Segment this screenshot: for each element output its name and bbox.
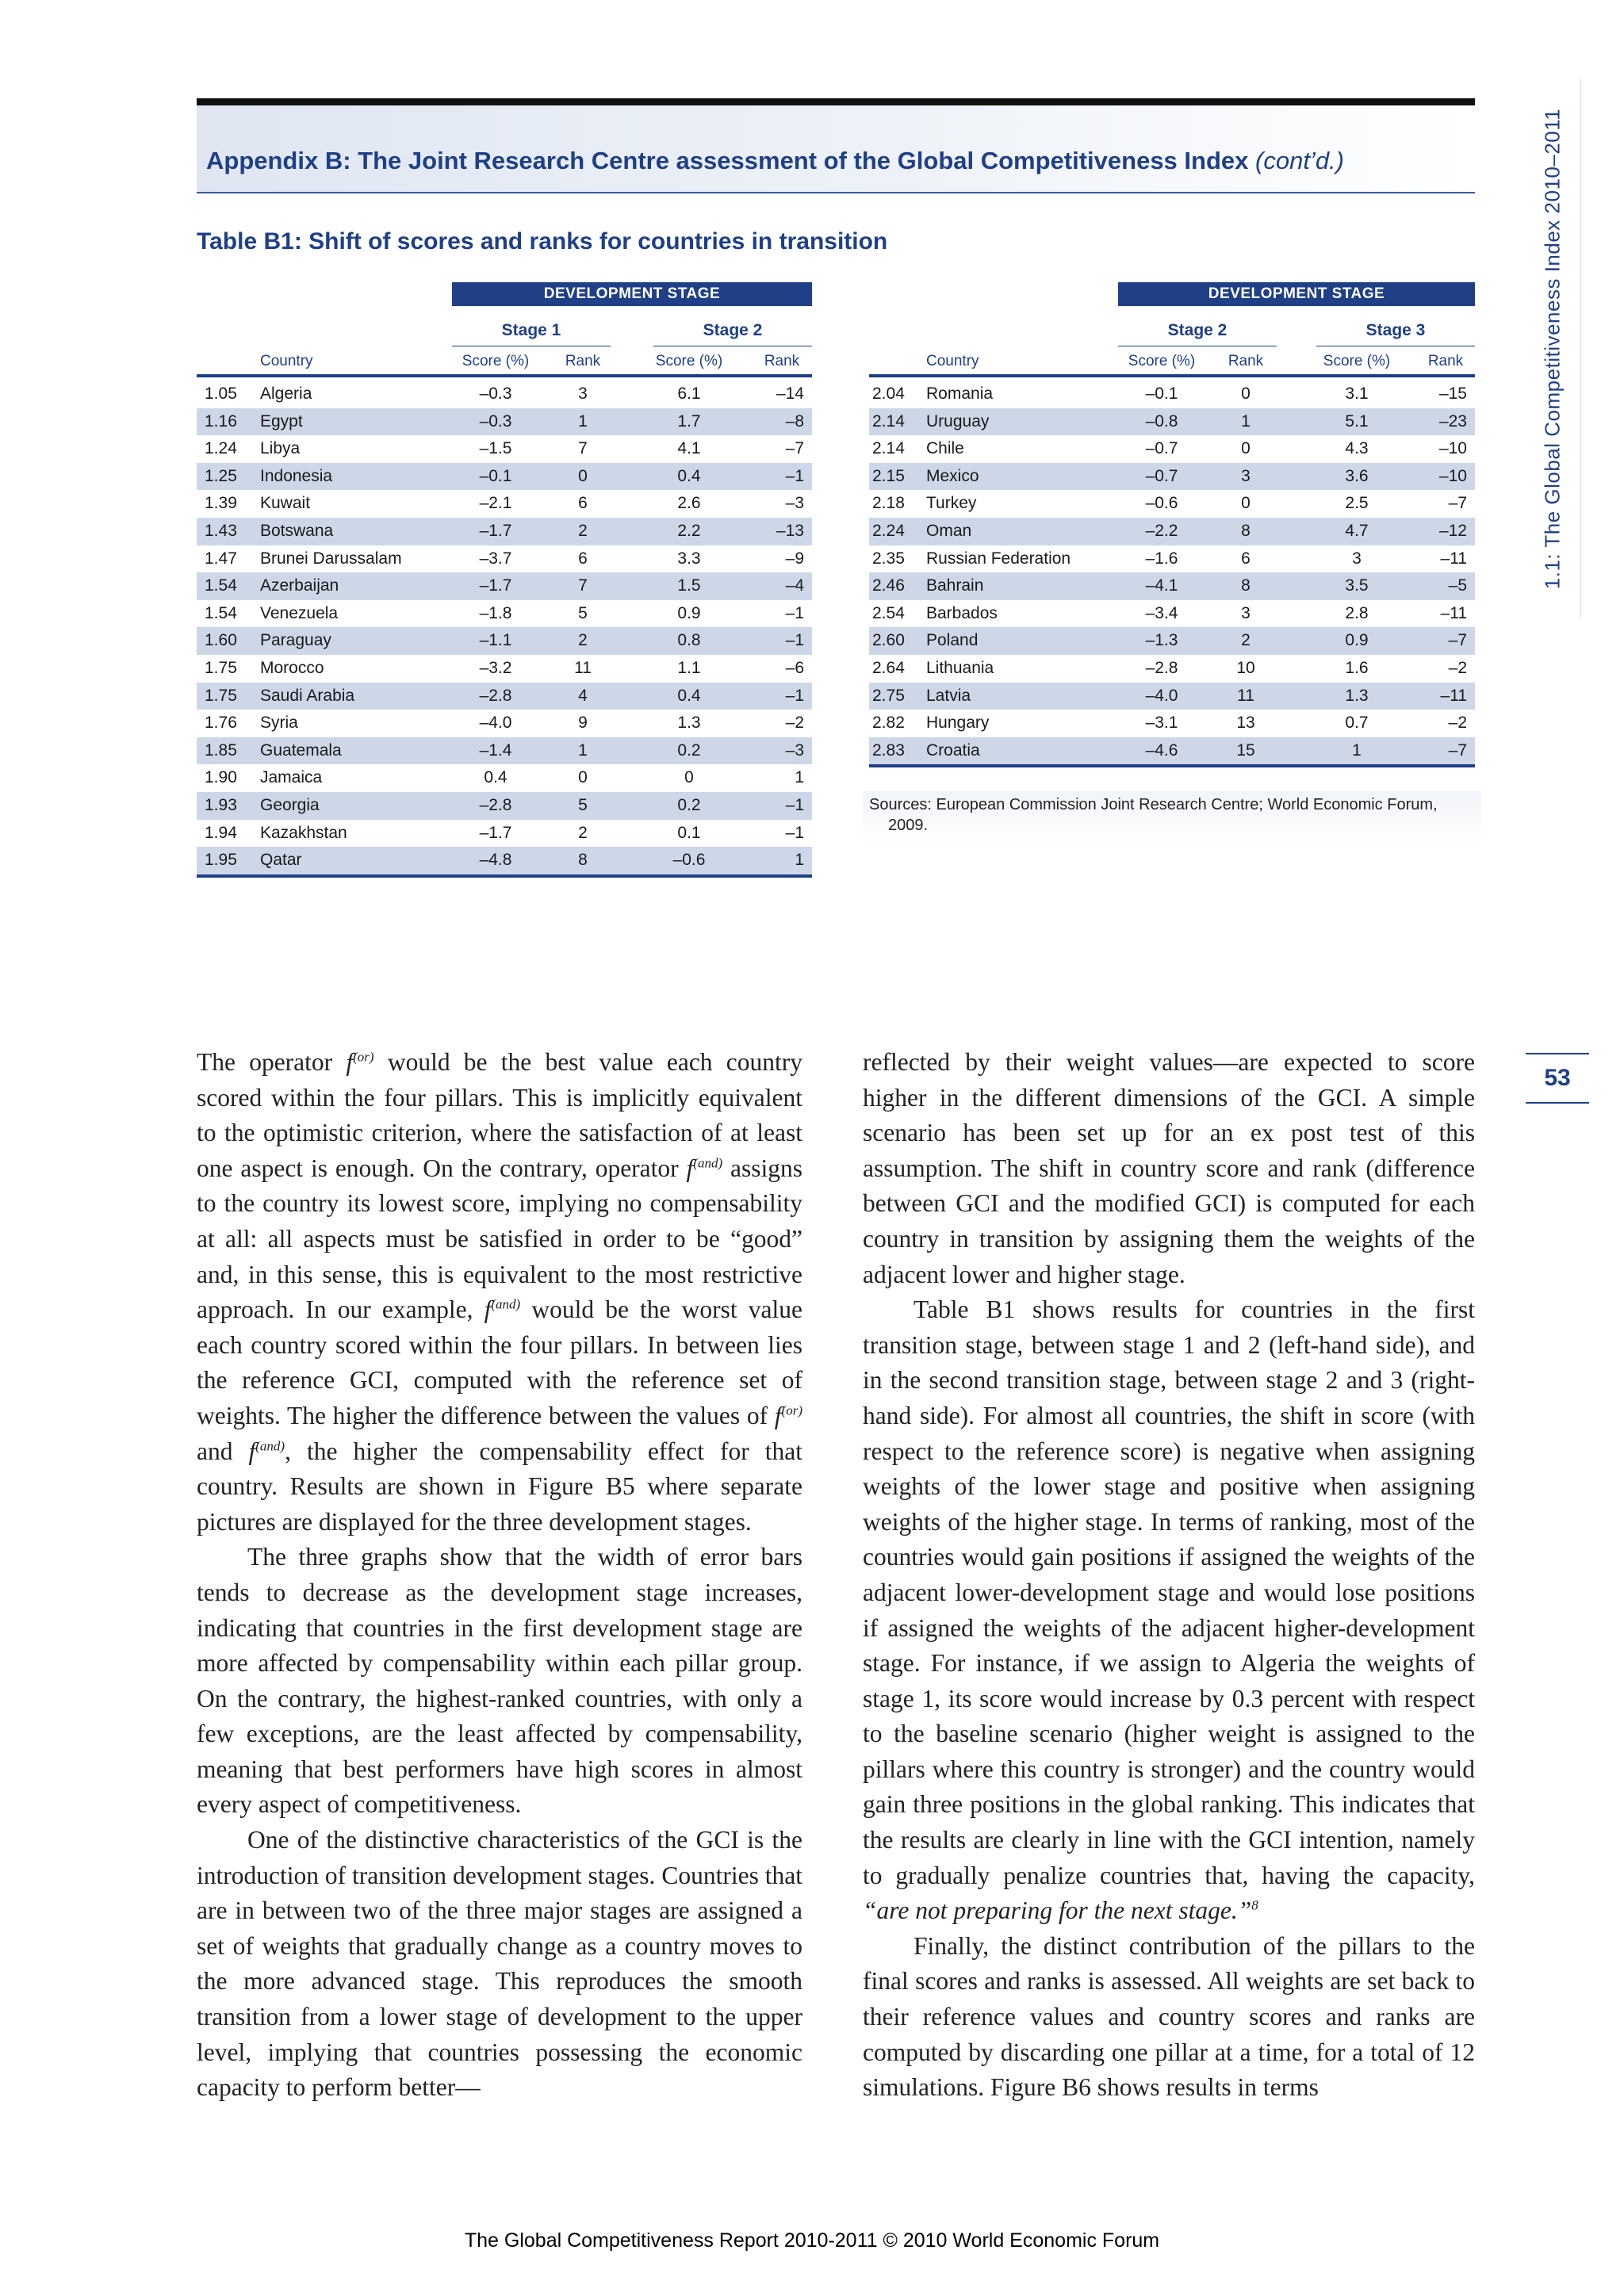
rank-number: 1.16 <box>205 411 237 430</box>
rank-number: 2.60 <box>872 631 905 650</box>
score-b: 5.1 <box>1345 411 1369 430</box>
table-bottom-rule <box>869 764 1475 767</box>
operator-superscript: (or) <box>353 1049 374 1065</box>
header-rule <box>869 374 1475 377</box>
operator-superscript: (or) <box>781 1402 802 1418</box>
table-left-body <box>197 381 812 874</box>
score-b: –0.6 <box>672 851 706 870</box>
rank-number: 2.24 <box>872 521 905 540</box>
rank-b: 1 <box>795 768 804 787</box>
rank-b: –6 <box>785 658 804 677</box>
table-row <box>869 463 1475 491</box>
score-a: –0.3 <box>479 411 512 430</box>
score-a: –2.8 <box>479 795 512 814</box>
rank-b: –10 <box>1438 439 1467 458</box>
country-name: Brunei Darussalam <box>260 549 402 568</box>
rank-b: –3 <box>785 740 804 760</box>
operator-symbol: f <box>774 1401 782 1429</box>
score-a: –0.8 <box>1145 411 1178 430</box>
rank-a: 0 <box>578 466 588 485</box>
rank-number: 2.15 <box>872 466 905 485</box>
rank-a: 7 <box>578 576 588 595</box>
rank-number: 1.39 <box>205 494 237 513</box>
rank-a: 4 <box>578 686 588 705</box>
score-b: 1.3 <box>677 714 701 733</box>
table-row <box>197 820 812 848</box>
table-row <box>197 600 812 628</box>
col-header-score-b: Score (%) <box>1323 353 1391 369</box>
score-b: 0.4 <box>677 466 701 485</box>
country-name: Georgia <box>260 795 320 814</box>
score-b: 0.4 <box>677 686 701 705</box>
score-a: –3.1 <box>1145 714 1178 733</box>
score-a: –1.7 <box>479 521 512 540</box>
footnote-marker: 8 <box>1251 1897 1258 1913</box>
table-row <box>869 518 1475 545</box>
country-name: Saudi Arabia <box>260 686 355 705</box>
country-name: Morocco <box>260 658 324 677</box>
country-name: Romania <box>926 385 994 403</box>
country-name: Barbados <box>926 603 998 622</box>
country-name: Lithuania <box>926 658 994 677</box>
table-row <box>197 545 812 573</box>
col-header-score-b: Score (%) <box>655 353 723 369</box>
score-a: –2.8 <box>1145 658 1178 677</box>
rank-number: 1.43 <box>205 521 237 540</box>
table-row <box>197 683 812 710</box>
rank-b: 1 <box>795 851 804 870</box>
table-row <box>197 655 812 683</box>
rank-a: 0 <box>1241 385 1251 403</box>
stage-b-label: Stage 2 <box>703 321 763 339</box>
score-b: 3.6 <box>1345 466 1369 485</box>
stage-b-label: Stage 3 <box>1365 321 1426 339</box>
score-a: –0.1 <box>1145 385 1178 403</box>
rank-b: –1 <box>785 603 804 622</box>
score-a: –4.1 <box>1145 576 1178 595</box>
score-b: 2.6 <box>677 494 701 513</box>
table-row <box>197 381 812 408</box>
rank-a: 1 <box>578 740 588 760</box>
paragraph: reflected by their weight values—are expected to score higher in the different dimensions of the GCI. A simple scenario has been set up for an ex post test of this assumption. The shift in country score and rank (difference between GCI and the modified GCI) is computed for each country in transition by assigning them the weights of the adjacent lower and higher stage. <box>863 1048 1475 1288</box>
operator-symbol: f <box>484 1295 492 1324</box>
country-name: Russian Federation <box>926 549 1071 568</box>
body-column-right <box>863 1045 1475 2106</box>
score-b: 2.8 <box>1345 603 1369 622</box>
country-name: Turkey <box>926 494 977 513</box>
rank-number: 2.83 <box>872 740 905 760</box>
rank-a: 9 <box>578 714 588 733</box>
table-row <box>869 737 1475 765</box>
score-a: –1.7 <box>479 823 512 842</box>
paragraph: Finally, the distinct contribution of the pillars to the final scores and ranks is assessed. All weights are set back to their reference values and country scores and ranks are computed by discarding one pillar at a time, for a total of 12 simulations. Figure B6 shows results in terms <box>863 1931 1475 2102</box>
operator-symbol: f <box>248 1437 256 1465</box>
rank-b: –14 <box>776 385 804 403</box>
table-row <box>197 792 812 820</box>
rank-b: –4 <box>785 576 804 595</box>
score-a: 0.4 <box>484 768 508 787</box>
rank-b: –13 <box>776 521 804 540</box>
score-b: 0.2 <box>677 795 701 814</box>
sources-note <box>863 791 1481 847</box>
rank-a: 1 <box>578 411 588 430</box>
text-run: The operator <box>197 1048 347 1076</box>
rank-number: 2.14 <box>872 411 905 430</box>
score-a: –0.7 <box>1145 466 1178 485</box>
rank-a: 11 <box>574 658 592 677</box>
country-name: Jamaica <box>260 768 323 787</box>
rank-number: 1.76 <box>205 714 237 733</box>
table-row <box>197 408 812 436</box>
development-stage-banner: DEVELOPMENT STAGE <box>452 282 812 306</box>
paragraph: One of the distinctive characteristics of the GCI is the introduction of transition development stages. Countries that are in between two of the three major stages are assigned a set of weights that gradually change as a country moves to the more advanced stage. This reproduces the smooth transition from a lower stage of development to the upper level, implying that countries possessing the economic capacity to perform better— <box>197 1826 802 2102</box>
rank-number: 2.35 <box>872 549 905 568</box>
country-name: Syria <box>260 714 298 733</box>
score-a: –1.1 <box>479 631 512 650</box>
score-a: –4.0 <box>1145 686 1178 705</box>
col-header-country: Country <box>926 353 979 369</box>
score-a: –3.7 <box>479 549 512 568</box>
score-b: 3.5 <box>1345 576 1369 595</box>
rank-number: 1.93 <box>205 795 237 814</box>
country-name: Kazakhstan <box>260 823 347 842</box>
rank-a: 0 <box>1241 439 1251 458</box>
rank-b: –9 <box>785 549 804 568</box>
rank-number: 1.05 <box>205 385 237 403</box>
score-a: –2.1 <box>479 494 512 513</box>
text-run: Table B1 shows results for countries in the first transition stage, between stage 1 and 2 (left-hand side), and in the second transition stage, between stage 2 and 3 (right-hand side). For almost all countries, the shift in score (with respect to the reference score) is negative when assigning weights of the lower stage and positive when assigning weights of the higher stage. In terms of ranking, most of the countries would gain positions if assigned the weights of the adjacent lower-development stage and would lose positions if assigned the weights of the adjacent higher-development stage. For instance, if we assign to Algeria the weights of stage 1, its score would increase by 0.3 percent with respect to the baseline scenario (higher weight is assigned to the pillars where this country is stronger) and the country would gain three positions in the global ranking. This indicates that the results are clearly in line with the GCI intention, namely to gradually penalize countries that, having the capacity, <box>863 1295 1475 1889</box>
text-run: would be the best value each country scored within the four pillars. This is implicitly equivalent to the optimistic criterion, where the satisfaction of at least one aspect is enough. On the contrary, operator <box>197 1048 802 1182</box>
score-a: –1.6 <box>1145 549 1178 568</box>
rank-number: 2.54 <box>872 603 905 622</box>
table-row <box>869 600 1475 628</box>
rank-b: –23 <box>1438 411 1467 430</box>
table-row <box>197 710 812 737</box>
text-run: , the higher the compensability effect for that country. Results are shown in Figure B5 where separate pictures are displayed for the three development stages. <box>197 1437 802 1536</box>
rank-b: –1 <box>785 823 804 842</box>
score-b: 1 <box>1352 740 1362 760</box>
development-stage-banner: DEVELOPMENT STAGE <box>1118 282 1475 306</box>
rank-b: –7 <box>1448 631 1467 650</box>
score-a: –3.2 <box>479 658 512 677</box>
rank-a: 8 <box>1241 521 1251 540</box>
rank-b: –11 <box>1440 603 1467 622</box>
stage-a-label: Stage 2 <box>1167 321 1228 339</box>
rank-number: 1.90 <box>205 768 237 787</box>
rank-a: 2 <box>1241 631 1251 650</box>
score-a: –4.6 <box>1145 740 1178 760</box>
col-header-score-a: Score (%) <box>462 353 530 369</box>
rank-a: 2 <box>578 631 588 650</box>
sources-text: Sources: European Commission Joint Research Centre; World Economic Forum, 2009. <box>869 796 1438 834</box>
score-b: 0 <box>684 768 694 787</box>
rank-number: 2.82 <box>872 714 905 733</box>
table-right-body <box>869 381 1475 764</box>
score-a: –3.4 <box>1145 603 1178 622</box>
rank-b: –2 <box>785 714 804 733</box>
header-rule <box>197 374 812 377</box>
table-bottom-rule <box>197 874 812 878</box>
score-b: 4.3 <box>1345 439 1369 458</box>
table-row <box>197 764 812 792</box>
rank-a: 6 <box>578 549 588 568</box>
appendix-title-text: Appendix B: The Joint Research Centre assessment of the Global Competitiveness Index <box>206 147 1249 174</box>
table-row <box>869 683 1475 710</box>
country-name: Latvia <box>926 686 971 705</box>
rank-a: 3 <box>1241 603 1251 622</box>
score-b: 3.3 <box>677 549 701 568</box>
running-title-text: 1.1: The Global Competitiveness Index 2010–2011 <box>1540 108 1565 590</box>
rank-a: 8 <box>1241 576 1251 595</box>
rank-b: –7 <box>1448 740 1467 760</box>
table-row <box>869 435 1475 463</box>
score-a: –0.3 <box>479 385 512 403</box>
score-b: 1.3 <box>1345 686 1369 705</box>
rank-number: 1.95 <box>205 851 237 870</box>
rank-a: 5 <box>578 795 588 814</box>
table-row <box>197 518 812 545</box>
rank-number: 2.18 <box>872 494 905 513</box>
score-b: 0.8 <box>677 631 701 650</box>
running-title <box>1530 95 1575 603</box>
rank-b: –11 <box>1440 686 1467 705</box>
country-name: Hungary <box>926 714 990 733</box>
rank-number: 2.04 <box>872 385 905 403</box>
rank-b: –1 <box>785 466 804 485</box>
country-name: Botswana <box>260 521 334 540</box>
score-b: 2.5 <box>1345 494 1369 513</box>
score-a: –2.2 <box>1145 521 1178 540</box>
rank-b: –1 <box>785 631 804 650</box>
rank-number: 1.60 <box>205 631 237 650</box>
rank-a: 13 <box>1236 714 1255 733</box>
score-b: 0.9 <box>677 603 701 622</box>
table-row <box>197 435 812 463</box>
country-name: Croatia <box>926 740 980 760</box>
rank-a: 5 <box>578 603 588 622</box>
score-b: 0.2 <box>677 740 701 760</box>
rank-number: 1.24 <box>205 439 237 458</box>
rank-a: 8 <box>578 851 588 870</box>
score-b: 1.7 <box>677 411 701 430</box>
score-a: –0.7 <box>1145 439 1178 458</box>
score-b: 1.1 <box>677 658 701 677</box>
rank-a: 15 <box>1236 740 1255 760</box>
col-header-rank-a: Rank <box>1228 353 1264 369</box>
table-row <box>197 847 812 874</box>
table-row <box>197 737 812 765</box>
stage-a-label: Stage 1 <box>501 321 561 339</box>
col-header-rank-a: Rank <box>565 353 601 369</box>
appendix-header <box>197 98 1475 193</box>
rank-a: 6 <box>1241 549 1251 568</box>
col-header-rank-b: Rank <box>764 353 800 369</box>
rank-number: 2.75 <box>872 686 905 705</box>
text-run: assigns to the country its lowest score, implying no compensability at all: all aspects must be satisfied in order to be “good” and, in this sense, this is equivalent to the most restrictive approach. In our example, <box>197 1154 802 1324</box>
table-row <box>869 381 1475 408</box>
operator-superscript: (and) <box>693 1155 723 1171</box>
rank-b: –8 <box>785 411 804 430</box>
rank-a: 0 <box>578 768 588 787</box>
score-a: –1.7 <box>479 576 512 595</box>
rank-b: –7 <box>785 439 804 458</box>
table-row <box>869 572 1475 600</box>
country-name: Paraguay <box>260 631 331 650</box>
table-row <box>197 627 812 655</box>
country-name: Indonesia <box>260 466 333 485</box>
table-row <box>869 490 1475 518</box>
footer-copyright: The Global Competitiveness Report 2010-2011 © 2010 World Economic Forum <box>464 2229 1160 2252</box>
country-name: Mexico <box>926 466 979 485</box>
operator-symbol: f <box>346 1048 354 1076</box>
rank-number: 1.75 <box>205 658 237 677</box>
score-a: –1.4 <box>479 740 512 760</box>
table-row <box>869 408 1475 436</box>
rank-b: –2 <box>1448 714 1467 733</box>
paragraph <box>863 1292 1475 1929</box>
score-b: 6.1 <box>677 385 701 403</box>
table-row <box>869 655 1475 683</box>
side-rule <box>1580 79 1581 618</box>
score-b: 1.6 <box>1345 658 1369 677</box>
page-number: 53 <box>1544 1065 1571 1091</box>
score-b: 0.1 <box>677 823 701 842</box>
paragraph: The three graphs show that the width of error bars tends to decrease as the development stage increases, indicating that countries in the first development stage are more affected by compensability within each pillar group. On the contrary, the highest-ranked countries, with only a few exceptions, are the least affected by compensability, meaning that best performers have high scores in almost every aspect of competitiveness. <box>197 1543 802 1819</box>
score-a: –2.8 <box>479 686 512 705</box>
score-b: 4.7 <box>1345 521 1369 540</box>
score-b: 2.2 <box>677 521 701 540</box>
rank-b: –10 <box>1438 466 1467 485</box>
rank-number: 1.25 <box>205 466 237 485</box>
rank-b: –15 <box>1438 385 1467 403</box>
rank-b: –11 <box>1440 549 1467 568</box>
text-run: would be the worst value each country scored within the four pillars. In between lies the reference GCI, computed with the reference set of weights. The higher the difference between the values of <box>197 1295 802 1429</box>
rank-a: 3 <box>578 385 588 403</box>
score-a: –1.5 <box>479 439 512 458</box>
rank-b: –2 <box>1448 658 1467 677</box>
table-row <box>869 545 1475 573</box>
operator-symbol: f <box>686 1154 694 1182</box>
table-title: Table B1: Shift of scores and ranks for countries in transition <box>197 228 888 254</box>
rank-a: 1 <box>1241 411 1251 430</box>
country-name: Guatemala <box>260 740 342 760</box>
score-b: 1.5 <box>677 576 701 595</box>
score-a: –4.8 <box>479 851 512 870</box>
text-run: and <box>197 1437 249 1465</box>
operator-superscript: (and) <box>255 1438 285 1454</box>
country-name: Venezuela <box>260 603 339 622</box>
country-name: Kuwait <box>260 494 311 513</box>
country-name: Uruguay <box>926 411 990 430</box>
score-b: 4.1 <box>677 439 701 458</box>
score-a: –0.6 <box>1145 494 1178 513</box>
score-b: 3.1 <box>1345 385 1369 403</box>
rank-a: 11 <box>1237 686 1254 705</box>
rank-a: 2 <box>578 521 588 540</box>
table-row <box>197 463 812 491</box>
country-name: Egypt <box>260 411 303 430</box>
rank-number: 2.14 <box>872 439 905 458</box>
rank-number: 2.64 <box>872 658 905 677</box>
table-row <box>197 572 812 600</box>
rank-a: 3 <box>1241 466 1251 485</box>
col-header-rank-b: Rank <box>1427 353 1464 369</box>
country-name: Poland <box>926 631 979 650</box>
operator-superscript: (and) <box>491 1296 521 1312</box>
col-header-country: Country <box>260 353 313 369</box>
rank-number: 1.94 <box>205 823 237 842</box>
score-a: –1.8 <box>479 603 512 622</box>
score-b: 3 <box>1352 549 1362 568</box>
rank-number: 1.85 <box>205 740 237 760</box>
table-row <box>869 710 1475 737</box>
score-b: 0.9 <box>1345 631 1369 650</box>
rank-a: 10 <box>1236 658 1255 677</box>
score-b: 0.7 <box>1345 714 1369 733</box>
rank-a: 6 <box>578 494 588 513</box>
col-header-score-a: Score (%) <box>1128 353 1196 369</box>
rank-number: 1.54 <box>205 576 237 595</box>
rank-number: 1.75 <box>205 686 237 705</box>
score-a: –1.3 <box>1145 631 1178 650</box>
appendix-title <box>206 147 1344 175</box>
country-name: Oman <box>926 521 972 540</box>
score-a: –0.1 <box>479 466 512 485</box>
rank-number: 1.54 <box>205 603 237 622</box>
country-name: Azerbaijan <box>260 576 339 595</box>
rank-a: 7 <box>578 439 588 458</box>
rank-a: 0 <box>1241 494 1251 513</box>
country-name: Qatar <box>260 851 302 870</box>
rank-b: –1 <box>785 686 804 705</box>
country-name: Algeria <box>260 385 312 403</box>
table-row <box>869 627 1475 655</box>
rank-b: –12 <box>1438 521 1467 540</box>
rank-b: –3 <box>785 494 804 513</box>
paragraph <box>197 1045 802 1540</box>
country-name: Libya <box>260 439 301 458</box>
rank-number: 1.47 <box>205 549 237 568</box>
table-row <box>197 490 812 518</box>
score-a: –4.0 <box>479 714 512 733</box>
rank-b: –5 <box>1448 576 1467 595</box>
body-column-left <box>197 1045 802 2106</box>
country-name: Bahrain <box>926 576 984 595</box>
page-number-box <box>1526 1053 1589 1104</box>
rank-number: 2.46 <box>872 576 905 595</box>
appendix-title-suffix: (cont’d.) <box>1255 147 1344 174</box>
rank-b: –7 <box>1448 494 1467 513</box>
rank-b: –1 <box>785 795 804 814</box>
quotation: “are not preparing for the next stage.” <box>863 1896 1252 1925</box>
rank-a: 2 <box>578 823 588 842</box>
country-name: Chile <box>926 439 964 458</box>
